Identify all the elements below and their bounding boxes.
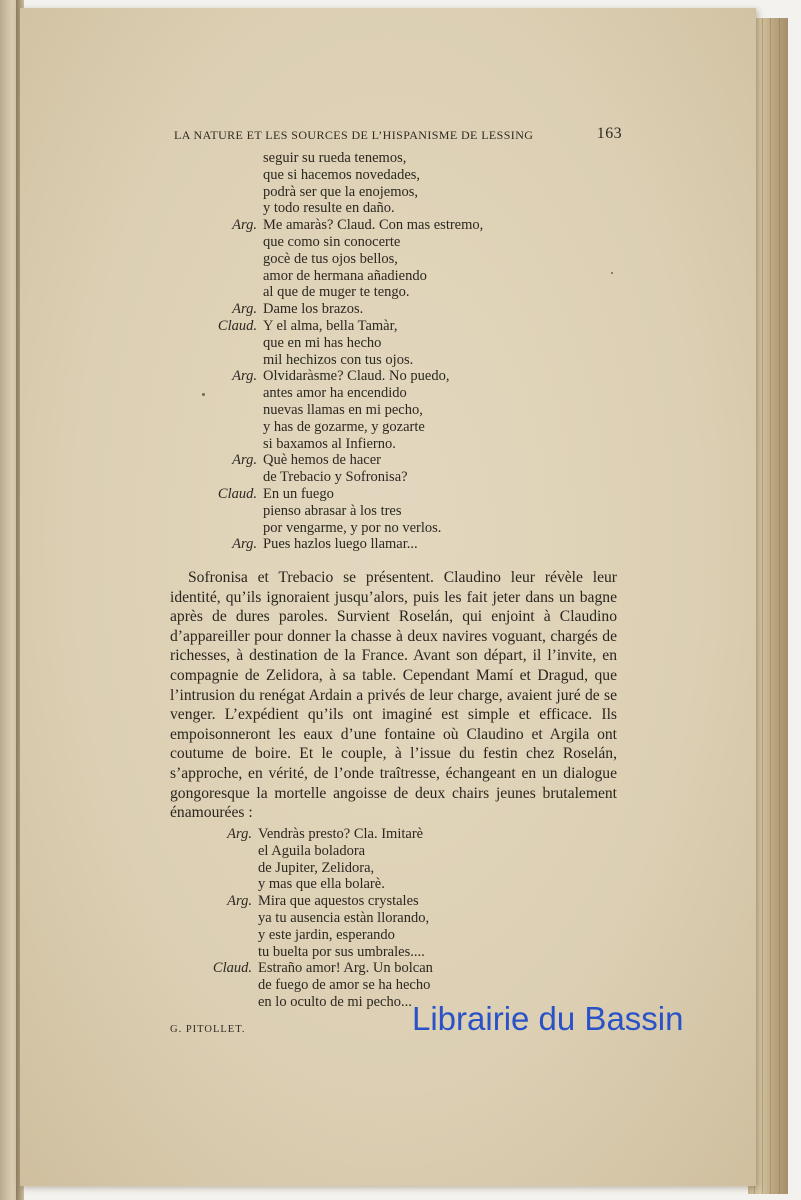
verse-text: podrà ser que la enojemos, <box>263 183 419 200</box>
speaker-label: Claud. <box>212 960 252 977</box>
verse-line <box>232 536 483 553</box>
running-title: LA NATURE ET LES SOURCES DE L’HISPANISME DE LESSING <box>174 128 534 142</box>
verse-line <box>263 150 483 167</box>
verse-line <box>258 910 433 927</box>
speaker-label: Claud. <box>217 317 257 334</box>
verse-line <box>258 944 433 961</box>
verse-text: que como sin conocerte <box>263 233 401 250</box>
verse-text: Olvidaràsme? Claud. No puedo, <box>263 368 450 385</box>
verse-text: en lo oculto de mi pecho... <box>258 993 412 1010</box>
verse-line <box>217 485 483 503</box>
verse-line <box>263 167 483 184</box>
verse-line <box>258 843 433 860</box>
verse-line <box>258 860 433 877</box>
verse-text: si baxamos al Infierno. <box>263 435 396 452</box>
verse-line <box>263 268 483 285</box>
verse-text: Pues hazlos luego llamar... <box>263 536 418 553</box>
running-head <box>174 125 622 143</box>
verse-line <box>212 960 433 977</box>
verse-text: Mira que aquestos crystales <box>258 893 419 910</box>
verse-line <box>232 217 484 234</box>
verse-line <box>263 385 483 402</box>
verse-line <box>263 335 483 352</box>
verse-text: Me amaràs? Claud. Con mas estremo, <box>263 217 484 234</box>
verse-text: y todo resulte en daño. <box>263 200 395 217</box>
verse-text: seguir su rueda tenemos, <box>263 150 407 166</box>
verse-text: mil hechizos con tus ojos. <box>263 351 414 368</box>
verse-line <box>263 200 483 217</box>
verse-line <box>232 301 483 318</box>
verse-line <box>258 977 433 994</box>
verse-text: gocè de tus ojos bellos, <box>263 250 398 267</box>
speaker-label: Arg. <box>232 452 257 469</box>
verse-line <box>263 184 483 201</box>
verse-text: Y el alma, bella Tamàr, <box>263 317 398 334</box>
watermark: Librairie du Bassin <box>412 1000 684 1037</box>
verse-line <box>263 520 483 537</box>
verse-text: amor de hermana añadiendo <box>263 267 427 284</box>
speaker-label: Arg. <box>232 217 257 234</box>
verse-line <box>227 893 433 910</box>
verse-text: de Trebacio y Sofronisa? <box>263 469 408 486</box>
verse-text: de fuego de amor se ha hecho <box>258 977 431 994</box>
verse-line <box>258 927 433 944</box>
verse-line <box>232 452 483 469</box>
speaker-label: Arg. <box>227 893 252 910</box>
verse-text: por vengarme, y por no verlos. <box>263 519 442 536</box>
verse-text: Estraño amor! Arg. Un bolcan <box>258 960 433 977</box>
verse-line <box>263 251 483 268</box>
verse-text: tu buelta por sus umbrales.... <box>258 943 425 960</box>
verse-line <box>263 469 483 486</box>
ink-spot <box>202 393 205 396</box>
verse-line <box>227 826 433 843</box>
verse-text: al que de muger te tengo. <box>263 284 410 301</box>
verse-line <box>263 503 483 520</box>
prose-paragraph: Sofronisa et Trebacio se présentent. Claudino leur révèle leur identité, qu’ils ignoraient jusqu’alors, puis les fait jeter dans un bagne après de dures paroles. Survient Roselán, qui enjoint à Claudino d’appareiller pour donner la chasse à deux navires voguant, chargés de richesses, à destination de la France. Avant son départ, il l’invite, en compagnie de Zelidora, à sa table. Cependant Mamí et Dragud, que l’intrusion du renégat Ardain a privés de leur charge, avaient juré de se venger. L’expédient qu’ils ont imaginé est simple et efficace. Ils empoisonneront les eaux d’une fontaine où Claudino et Argila ont coutume de boire. Et le couple, à l’issue du festin chez Roselán, s’approche, en vérité, de l’onde traîtresse, échangeant en un dialogue gongoresque la mortelle angoisse de deux chairs jeunes brutalement énamourées : <box>170 569 617 822</box>
verse-line <box>263 419 483 436</box>
verse-line <box>217 317 483 335</box>
verse-text: antes amor ha encendido <box>263 385 407 402</box>
verse-text: que en mi has hecho <box>263 334 382 351</box>
verse-line <box>263 402 483 419</box>
speaker-label: Arg. <box>227 826 252 842</box>
verse-text: Vendràs presto? Cla. Imitarè <box>258 826 424 842</box>
verse-line <box>263 352 483 369</box>
verse-line <box>258 994 433 1011</box>
verse-text: Què hemos de hacer <box>263 452 381 469</box>
speaker-label: Arg. <box>232 301 257 318</box>
author-signature: G. PITOLLET. <box>170 1024 246 1035</box>
verse-text: En un fuego <box>263 485 334 502</box>
verse-text: y mas que ella bolarè. <box>258 876 385 893</box>
page-number: 163 <box>596 125 622 142</box>
verse-text: pienso abrasar à los tres <box>263 502 402 519</box>
verse-text: Dame los brazos. <box>263 301 364 318</box>
verse-text: y has de gozarme, y gozarte <box>263 418 425 435</box>
verse-line <box>232 368 483 385</box>
verse-line <box>263 234 483 251</box>
verse-line <box>263 284 483 301</box>
verse-line <box>258 876 433 893</box>
speaker-label: Arg. <box>232 368 257 385</box>
ink-spot <box>611 272 613 274</box>
speaker-label: Claud. <box>217 485 257 502</box>
speaker-label: Arg. <box>232 536 257 553</box>
verse-block-1 <box>217 150 484 553</box>
verse-text: y este jardin, esperando <box>258 926 395 943</box>
verse-line <box>263 436 483 453</box>
verse-text: de Jupiter, Zelidora, <box>258 859 375 876</box>
verse-text: que si hacemos novedades, <box>263 166 421 183</box>
verse-text: ya tu ausencia estàn llorando, <box>258 909 430 926</box>
verse-text: nuevas llamas en mi pecho, <box>263 401 423 418</box>
verse-text: el Aguila boladora <box>258 842 366 859</box>
verse-block-2 <box>212 826 433 1011</box>
